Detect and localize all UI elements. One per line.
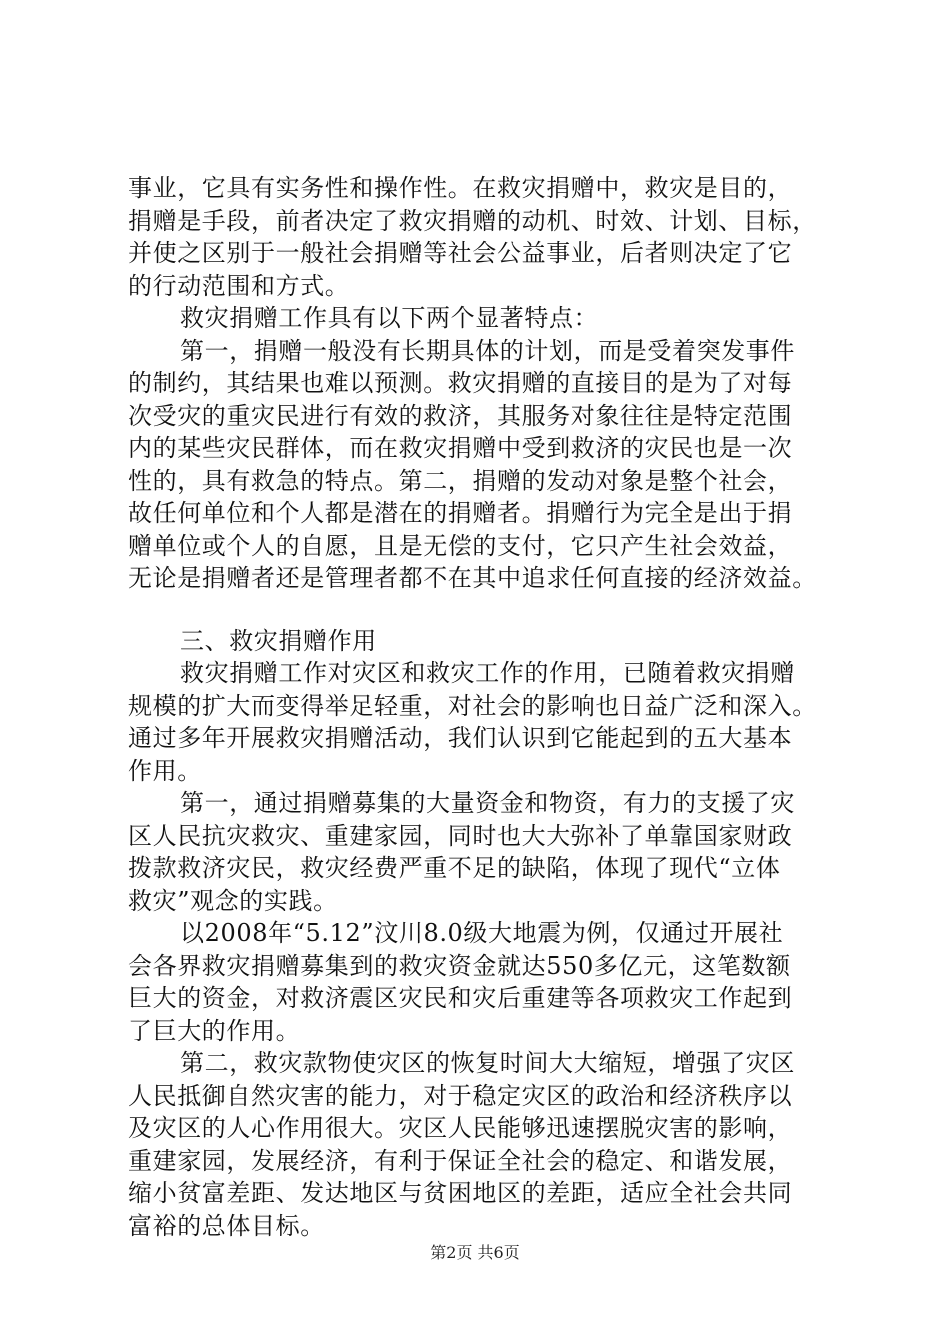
body-line: 内的某些灾民群体，而在救灾捐赠中受到救济的灾民也是一次 (128, 434, 793, 462)
paragraph-start-line: 第一，通过捐赠募集的大量资金和物资，有力的支援了灾 (180, 789, 795, 817)
page-number-label: 第2页 共6页 (430, 1243, 520, 1262)
paragraph-start-line: 以2008年“5.12”汶川8.0级大地震为例，仅通过开展社 (180, 919, 784, 947)
paragraph-start-line: 救灾捐赠工作具有以下两个显著特点： (180, 304, 599, 332)
body-line: 规模的扩大而变得举足轻重，对社会的影响也日益广泛和深入。 (128, 691, 817, 720)
body-line: 性的，具有救急的特点。第二，捐赠的发动对象是整个社会， (128, 466, 793, 495)
body-line: 次受灾的重灾民进行有效的救济，其服务对象往往是特定范围 (128, 401, 793, 430)
body-line: 通过多年开展救灾捐赠活动，我们认识到它能起到的五大基本 (128, 724, 793, 752)
body-line: 的制约，其结果也难以预测。救灾捐赠的直接目的是为了对每 (128, 369, 793, 397)
body-line: 救灾”观念的实践。 (128, 886, 338, 915)
body-line: 拨款救济灾民，救灾经费严重不足的缺陷，体现了现代“立体 (128, 854, 781, 882)
body-line: 故任何单位和个人都是潜在的捐赠者。捐赠行为完全是出于捐 (128, 499, 793, 527)
section-heading: 三、救灾捐赠作用 (180, 626, 377, 655)
paragraph-start-line: 第二，救灾款物使灾区的恢复时间大大缩短，增强了灾区 (180, 1049, 795, 1077)
document-body (128, 172, 848, 1242)
body-line: 事业，它具有实务性和操作性。在救灾捐赠中，救灾是目的， (128, 174, 793, 202)
body-line: 的行动范围和方式。 (128, 271, 350, 300)
page-footer (0, 1243, 950, 1263)
body-line: 缩小贫富差距、发达地区与贫困地区的差距，适应全社会共同 (128, 1179, 793, 1207)
body-line: 富裕的总体目标。 (128, 1211, 325, 1240)
body-line: 及灾区的人心作用很大。灾区人民能够迅速摆脱灾害的影响， (128, 1114, 793, 1142)
paragraph-start-line: 救灾捐赠工作对灾区和救灾工作的作用，已随着救灾捐赠 (180, 659, 795, 687)
body-line: 无论是捐赠者还是管理者都不在其中追求任何直接的经济效益。 (128, 564, 817, 592)
blank-line (128, 595, 848, 625)
body-line: 赠单位或个人的自愿，且是无偿的支付，它只产生社会效益， (128, 531, 793, 560)
body-line: 捐赠是手段，前者决定了救灾捐赠的动机、时效、计划、目标， (128, 206, 817, 235)
body-line: 人民抵御自然灾害的能力，对于稳定灾区的政治和经济秩序以 (128, 1081, 793, 1110)
body-line: 了巨大的作用。 (128, 1016, 301, 1045)
paragraph-start-line: 第一，捐赠一般没有长期具体的计划，而是受着突发事件 (180, 336, 795, 365)
body-line: 重建家园，发展经济，有利于保证全社会的稳定、和谐发展， (128, 1146, 793, 1175)
body-line: 并使之区别于一般社会捐赠等社会公益事业，后者则决定了它 (128, 239, 793, 267)
body-line: 会各界救灾捐赠募集到的救灾资金就达550多亿元，这笔数额 (128, 951, 791, 980)
body-line: 区人民抗灾救灾、重建家园，同时也大大弥补了单靠国家财政 (128, 821, 793, 850)
body-line: 巨大的资金，对救济震区灾民和灾后重建等各项救灾工作起到 (128, 984, 793, 1012)
body-line: 作用。 (128, 756, 202, 785)
